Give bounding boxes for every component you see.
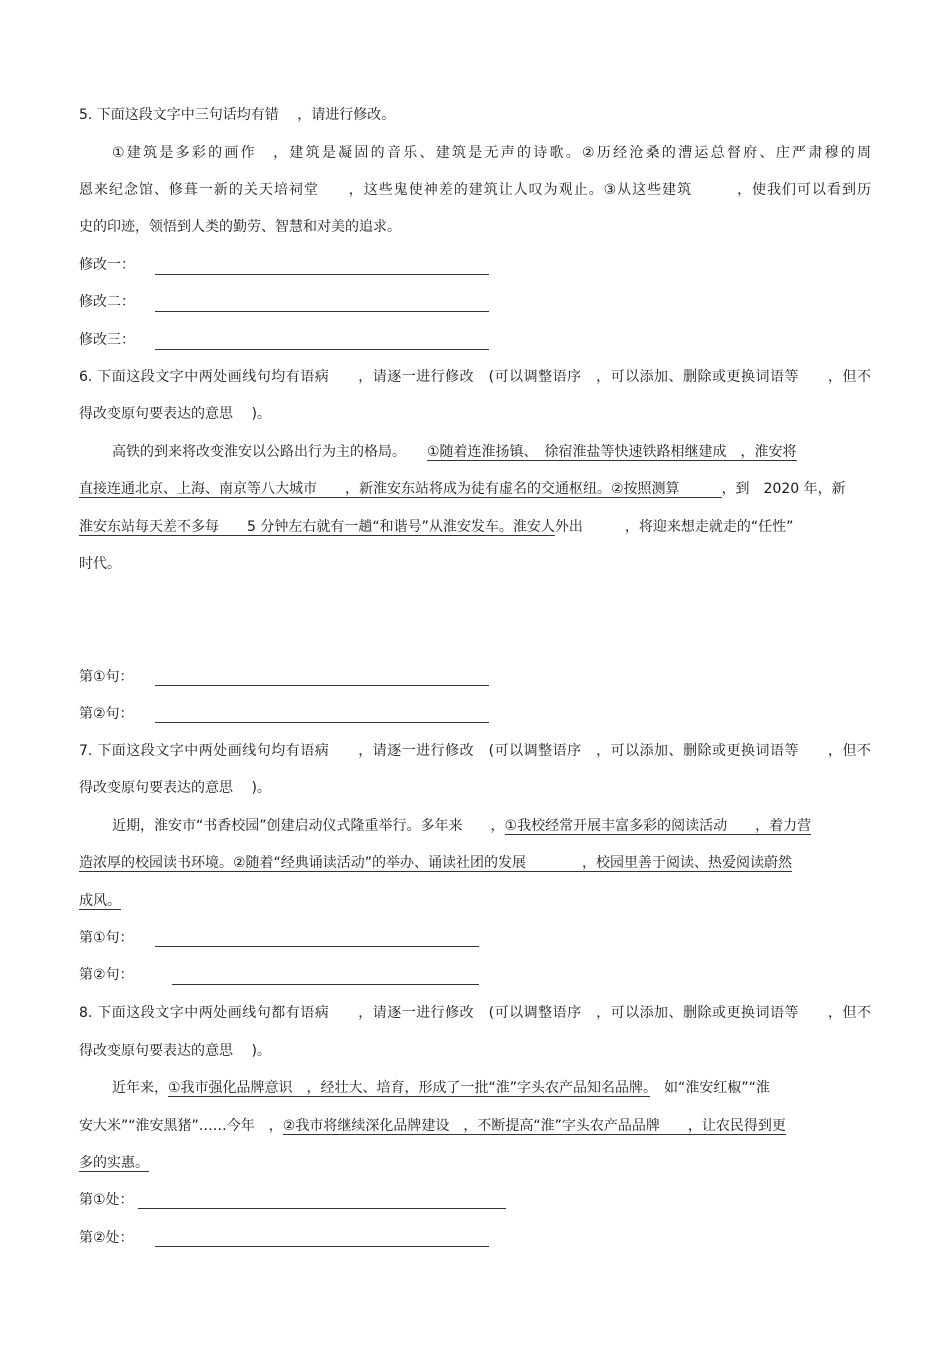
q5-revision-label: 修改二： [79,294,135,310]
q7-underlined-sentence-2: 造浓厚的校园读书环境。②随着“经典诵读活动”的举办、诵读社团的发展 ，校园里善于阅读、热爱阅读蔚然 [79,855,793,871]
q7-answer-line-2[interactable] [172,984,479,985]
q5-answer-line-2[interactable] [155,311,489,312]
q8-passage-line [79,1115,871,1137]
q7-underlined-sentence-2-cont: 成风。 [79,893,121,909]
q8-answer-line-1[interactable] [138,1208,506,1209]
q7-passage-text: 近期，淮安市“书香校园”创建启动仪式隆重举行。多年来 ， [112,818,505,834]
q6-underlined-sentence-2-cont: 淮安东站每天差不多每 5 分钟左右就有一趟“和谐号”从淮安发车。淮安人 [79,519,555,535]
q6-passage-line [79,516,871,538]
q8-answer-line-2[interactable] [155,1246,489,1247]
q6-passage-text: 高铁的到来将改变淮安以公路出行为主的格局。 [112,444,427,460]
q7-passage-line [79,890,871,912]
q7-passage-line [79,852,871,874]
q8-passage-text: 近年来， [112,1080,168,1096]
q8-title: 8. 下面这段文字中两处画线句都有语病 ，请逐一进行修改 (可以调整语序 ，可以添加、删除或更换词语等 ，但不 [79,1005,871,1021]
q6-answer-label: 第②句： [79,706,134,722]
q7-title: 7. 下面这段文字中两处画线句均有语病 ，请逐一进行修改 (可以调整语序 ，可以添加、删除或更换词语等 ，但不 [79,743,871,759]
q8-underlined-sentence-1: ①我市强化品牌意识 ，经壮大、培育，形成了一批“淮”字头农产品知名品牌。 [168,1080,651,1096]
q5-passage-line: 史的印迹，领悟到人类的勤劳、智慧和对美的追求。 [79,219,401,235]
q6-passage-text: ，到 2020 年，新 [721,481,846,497]
q6-passage-line [112,441,871,463]
q8-underlined-sentence-2: ②我市将继续深化品牌建设 ，不断提高“淮”字头农产品品牌 ，让农民得到更 [282,1118,786,1134]
q6-answer-line-1[interactable] [155,685,489,686]
q6-underlined-sentence-2: 直接连通北京、上海、南京等八大城市 ，新淮安东站将成为徒有虚名的交通枢纽。②按照测算 [79,481,722,497]
q8-passage-line [112,1077,871,1099]
q7-answer-label: 第②句： [79,967,134,983]
q6-underlined-sentence-1: ①随着连淮扬镇、 徐宿淮盐等快速铁路相继建成 ，淮安将 [427,444,797,460]
q5-passage-line: ①建筑是多彩的画作 ，建筑是凝固的音乐、建筑是无声的诗歌。②历经沧桑的漕运总督府、庄严肃穆的周 [112,145,871,161]
q6-passage-line [79,478,871,500]
q7-answer-line-1[interactable] [155,946,479,947]
q8-underlined-sentence-2-cont: 多的实惠。 [79,1155,149,1171]
q5-revision-label: 修改三： [79,332,135,348]
q6-passage-text: 外出 ，将迎来想走就走的“任性” [554,519,794,535]
q8-answer-label: 第②处： [79,1230,134,1246]
q6-title: 6. 下面这段文字中两处画线句均有语病 ，请逐一进行修改 (可以调整语序 ，可以添加、删除或更换词语等 ，但不 [79,369,871,385]
q6-answer-label: 第①句： [79,669,134,685]
q5-title: 5. 下面这段文字中三句话均有错 ，请进行修改。 [79,107,396,123]
q6-answer-line-2[interactable] [155,722,489,723]
q6-title-cont: 得改变原句要表达的意思 )。 [79,406,271,422]
q7-title-cont: 得改变原句要表达的意思 )。 [79,780,271,796]
q6-passage-line: 时代。 [79,556,121,572]
q8-passage-line [79,1152,871,1174]
q8-title-cont: 得改变原句要表达的意思 )。 [79,1043,271,1059]
q7-passage-line [112,815,871,837]
q7-underlined-sentence-1: ①我校经常开展丰富多彩的阅读活动 ，着力营 [504,818,812,834]
q5-answer-line-3[interactable] [155,349,489,350]
q5-passage-line: 恩来纪念馆、修葺一新的关天培祠堂 ，这些鬼使神差的建筑让人叹为观止。③从这些建筑 ，使我们可以看到历 [79,182,871,198]
q5-revision-label: 修改一： [79,257,135,273]
q8-passage-text: 如“淮安红椒”“淮 [650,1080,770,1096]
q8-answer-label: 第①处： [79,1192,134,1208]
q5-answer-line-1[interactable] [155,274,489,275]
q7-answer-label: 第①句： [79,930,134,946]
q8-passage-text: 安大米”“淮安黑猪”……今年 ， [79,1118,283,1134]
